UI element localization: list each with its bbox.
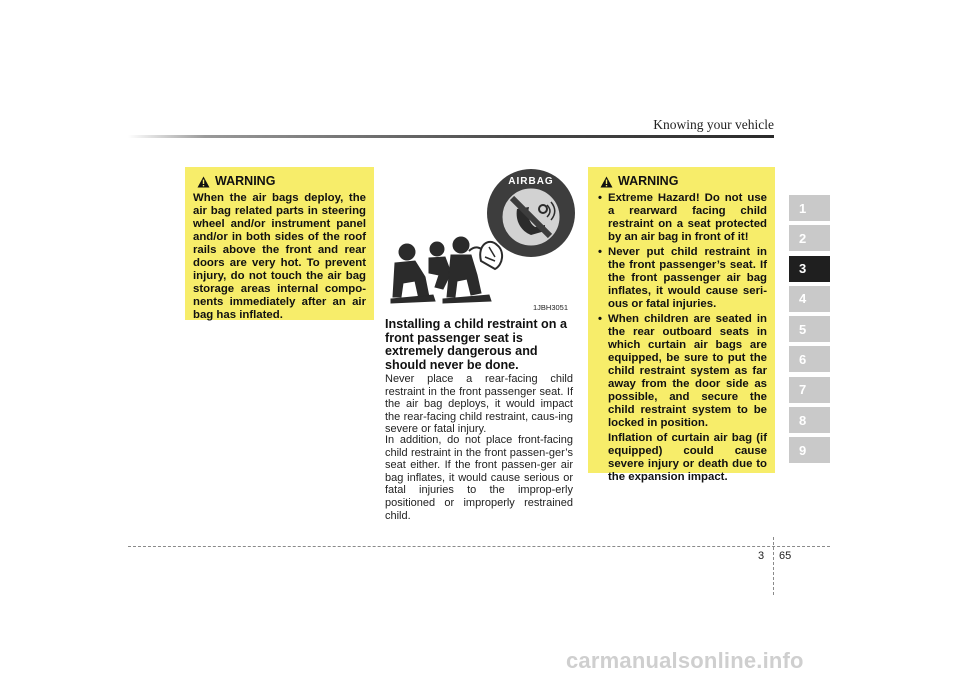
seated-passengers-icon (391, 237, 491, 303)
chapter-tabs (789, 195, 830, 468)
child-seat-airbag-illustration (385, 165, 575, 315)
chapter-tab-6[interactable]: 6 (789, 346, 830, 372)
warning-continuation: Inflation of curtain air bag (if equipped) could cause severe injury or death due to the expansion impact. (608, 432, 767, 483)
body-paragraph: Never place a rear-facing child restraint in the front passenger seat. If the air bag deploys, it would impact the rear-facing child restraint, caus-ing severe or fatal injury. (385, 373, 573, 436)
warning-box-left (185, 167, 374, 320)
chapter-tab-7[interactable]: 7 (789, 377, 830, 403)
warning-bullet: • Extreme Hazard! Do not use a rearward facing child restraint on a seat protected by an air bag in front of it! (596, 192, 767, 244)
warning-title: WARNING (215, 174, 276, 188)
image-code: 1JBH3051 (533, 303, 569, 312)
warning-triangle-icon (197, 176, 210, 188)
chapter-tab-2[interactable]: 2 (789, 225, 830, 251)
airbag-badge-label: AIRBAG (508, 176, 554, 187)
warning-box-right (588, 167, 775, 483)
chapter-tab-1[interactable]: 1 (789, 195, 830, 221)
warning-header (197, 175, 366, 188)
footer-rule (128, 546, 830, 547)
warning-triangle-icon (600, 176, 613, 188)
warning-header (600, 175, 767, 188)
warning-bullet: • Never put child restraint in the front passenger’s seat. If the front passenger air bag inflates, it would cause seri-ous or fatal injuries. (596, 246, 767, 311)
header-rule (128, 135, 774, 138)
body-paragraph: In addition, do not place front-facing child restraint in the front passen-ger’s seat either. If the front passen-ger air bag inflates, it would cause serious or fatal injuries to the improp-erly positioned or improperly restrained child. (385, 434, 573, 522)
chapter-tab-9[interactable]: 9 (789, 437, 830, 463)
airbag-icon (480, 242, 502, 269)
warning-title: WARNING (618, 174, 679, 188)
chapter-tab-8[interactable]: 8 (789, 407, 830, 433)
chapter-tab-3[interactable]: 3 (789, 256, 830, 282)
watermark: carmanualsonline.info (566, 648, 804, 673)
section-title: Knowing your vehicle (653, 117, 774, 132)
page-number: 65 (779, 550, 792, 562)
warning-bullet: • When children are seated in the rear outboard seats in which curtain air bags are equipped, be sure to put the child restraint system as far away from the door side as possible, and secure the child restraint system to be locked in position. (596, 313, 767, 430)
footer-divider (773, 537, 774, 595)
warning-bullet-list (596, 192, 767, 430)
page-chapter-number: 3 (758, 550, 765, 562)
warning-text: When the air bags deploy, the air bag related parts in steering wheel and/or instrument panel and/or in both sides of the roof rails above the front and rear doors are very hot. To prevent injury, do not touch the air bag storage areas internal compo-nents immediately after an air bag has inflated. (193, 192, 366, 321)
chapter-tab-4[interactable]: 4 (789, 286, 830, 312)
section-heading: Installing a child restraint on a front passenger seat is extremely dangerous and should never be done. (385, 317, 567, 372)
chapter-tab-5[interactable]: 5 (789, 316, 830, 342)
